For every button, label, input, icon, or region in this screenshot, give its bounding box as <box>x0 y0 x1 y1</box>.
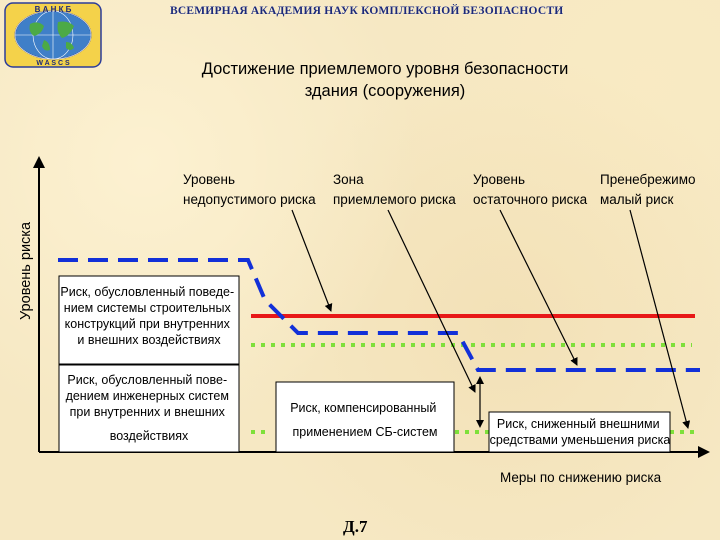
residual-span-arrowhead-top <box>476 376 484 384</box>
logo-top-text: В А Н К Б <box>34 5 72 14</box>
structural-risk-text: Риск, обусловленный поведе- нием системы строительных конструкций при внутренних и внешних воздействиях <box>60 285 235 347</box>
pointer-acceptable-zone <box>388 210 475 392</box>
label-unacceptable-risk: Уровень недопустимого риска <box>183 172 316 207</box>
residual-span-arrowhead-bottom <box>476 420 484 428</box>
label-acceptable-zone: Зона приемлемого риска <box>333 172 456 207</box>
engineering-risk-text: Риск, обусловленный пове- дением инженерных систем при внутренних и внешних воздействиях <box>65 373 229 443</box>
compensated-risk-text: Риск, компенсированный применением СБ-систем <box>290 401 438 439</box>
label-residual-risk: Уровень остаточного риска <box>473 172 588 207</box>
pointer-residual <box>500 210 577 365</box>
pointer-negligible <box>630 210 688 428</box>
logo-bottom-text: W A S C S <box>36 60 70 67</box>
compensated-risk-box <box>276 382 454 452</box>
reduced-risk-text: Риск, сниженный внешними средствами уменьшения риска <box>489 417 671 447</box>
y-axis-title: Уровень риска <box>18 221 34 320</box>
page-number: Д.7 <box>343 517 368 536</box>
x-axis-title: Меры по снижению риска <box>500 470 662 485</box>
organization-title: ВСЕМИРНАЯ АКАДЕМИЯ НАУК КОМПЛЕКСНОЙ БЕЗОПАСНОСТИ <box>170 5 564 17</box>
y-axis-arrowhead <box>33 156 45 168</box>
pointer-unacceptable <box>292 210 331 311</box>
x-axis-arrowhead <box>698 446 710 458</box>
slide-title-line1: Достижение приемлемого уровня безопасности <box>201 60 569 78</box>
slide-title-line2: здания (сооружения) <box>304 82 466 100</box>
label-negligible-risk: Пренебрежимо малый риск <box>600 172 696 207</box>
